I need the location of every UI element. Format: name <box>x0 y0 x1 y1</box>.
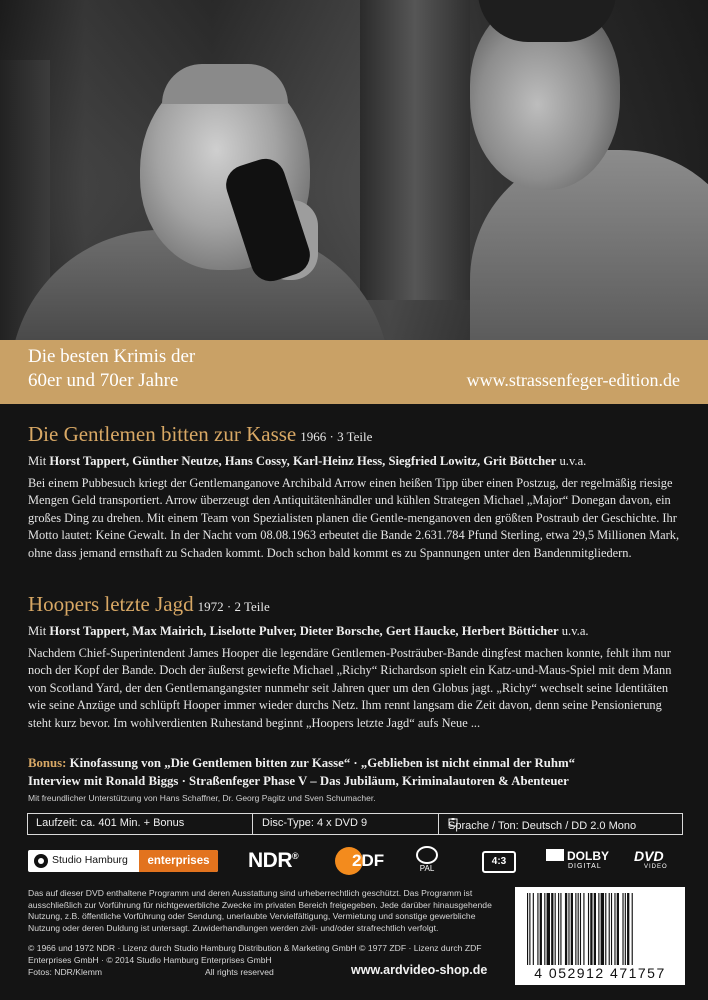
shop-url[interactable]: www.ardvideo-shop.de <box>351 963 488 977</box>
ndr-logo: NDR® <box>248 849 299 872</box>
film1-synopsis: Bei einem Pubbesuch kriegt der Gentlemanganove Archibald Arrow einen heißen Tipp über einen Postzug, der regelmäßig riesige Mengen Geld transportiert. Arrow überzeugt den Antiquitätenhändler und kühlen Strategen Michael „Major“ Donegan davon, ein großes Ding zu drehen. Mit einem Team von Spezialisten planen die Gentle-menganoven den größten Postraub der Geschichte. Ihr Motto lautet: Keine Gewalt. In der Nacht vom 08.08.1963 erbeutet die Bande 2.631.784 Pfund Sterling, etwa 29,5 Millionen Mark, ohne dass jemand ernsthaft zu Schaden kommt. Doch schon bald kommt es zu Spannungen unter den Bandenmitgliedern. <box>28 476 680 560</box>
film1-meta: 1966 · 3 Teile <box>300 429 373 444</box>
aspect-ratio-badge: 4:3 <box>482 851 516 873</box>
bonus-label: Bonus: <box>28 756 67 770</box>
film1-cast: Mit Horst Tappert, Günther Neutze, Hans Cossy, Karl-Heinz Hess, Siegfried Lowitz, Grit Böttcher u.v.a. <box>28 454 587 468</box>
edition-url[interactable]: www.strassenfeger-edition.de <box>466 370 680 390</box>
film2-heading <box>28 592 270 617</box>
ean-barcode <box>515 887 685 985</box>
dvd-video-logo: DVD VIDEO <box>634 848 668 870</box>
photo-credit: Fotos: NDR/Klemm <box>28 967 103 977</box>
studio-hamburg-icon <box>34 854 48 868</box>
logo-row <box>0 842 708 882</box>
bonus-section <box>28 754 698 790</box>
runtime: Laufzeit: ca. 401 Min. + Bonus <box>36 817 185 829</box>
film2-title: Hoopers letzte Jagd <box>28 592 194 616</box>
copyright-notice: © 1966 und 1972 NDR · Lizenz durch Studio Hamburg Distribution & Marketing GmbH © 1977 ZDF · Lizenz durch ZDF Enterprises GmbH · © 2014 Studio Hamburg Enterprises GmbH <box>28 943 482 965</box>
disc-type: Disc-Type: 4 x DVD 9 <box>262 817 368 829</box>
barcode-icon <box>527 893 673 965</box>
credits-line: Mit freundlicher Unterstützung von Hans Schaffner, Dr. Georg Pagitz und Sven Schumacher. <box>28 793 376 803</box>
tech-specs-bar <box>27 813 683 835</box>
dolby-double-d-icon <box>546 849 564 861</box>
film1-title: Die Gentlemen bitten zur Kasse <box>28 422 297 446</box>
pal-logo: PAL <box>412 846 442 873</box>
rights-reserved: All rights reserved <box>205 967 274 977</box>
cover-photo <box>0 0 708 340</box>
film2-cast: Mit Horst Tappert, Max Mairich, Liselotte Pulver, Dieter Borsche, Gert Haucke, Herbert Bötticher u.v.a. <box>28 624 589 638</box>
film1-heading <box>28 422 372 447</box>
legal-notice: Das auf dieser DVD enthaltene Programm und deren Ausstattung sind urheberrechtlich geschützt. Das Programm ist ausschließlich zur Vorführung für nichtgewerbliche Zwecke im privaten Bereich freigegeben. Jede darüber hinausgehende Nutzung, z.B. öffentliche Vorführung oder Sendung, unerlaubte Vervielfältigung, Vermietung und sonstige gewerbliche Nutzung oder deren Duldung ist untersagt. Zuwiderhandlungen werden zivil- und/oder strafrechtlich verfolgt. <box>28 888 492 934</box>
tagline-band <box>0 340 708 404</box>
pal-disc-icon <box>416 846 438 864</box>
film2-synopsis: Nachdem Chief-Superintendent James Hooper die legendäre Gentlemen-Posträuber-Bande dingfest machen konnte, fehlt ihm nur noch der Kopf der Bande. Doch der äußerst gewiefte Michael „Richy“ Richardson spielt ein Katz-und-Maus-Spiel mit dem Mann von Scotland Yard, der den Gentlemangangster nunmehr seit Jahren quer um den Globus jagt. „Richy“ wechselt seine Identitäten wie seine Anzüge und schlüpft Hooper immer wieder durchs Netz. Ihm rennt langsam die Zeit davon, denn seine Pensionierung steht kurz bevor. Im wohlverdienten Ruhestand beginnt „Hoopers letzte Jagd“ aufs Neue ... <box>28 646 672 730</box>
bonus-line-1: Kinofassung von „Die Gentlemen bitten zur Kasse“ · „Geblieben ist nicht einmal der Ruhm“ <box>69 756 576 770</box>
tagline: Die besten Krimis der 60er und 70er Jahre <box>28 346 196 391</box>
bonus-line-2: Interview mit Ronald Biggs · Straßenfeger Phase V – Das Jubiläum, Kriminalautoren & Abenteuer <box>28 774 569 788</box>
film2-meta: 1972 · 2 Teile <box>197 599 270 614</box>
barcode-number: 4 052912 471757 <box>534 965 666 981</box>
zdf-logo: 2DF <box>352 851 385 870</box>
studio-hamburg-logo: Studio Hamburg enterprises <box>28 850 218 872</box>
dolby-digital-logo: DOLBY DIGITAL <box>546 849 609 870</box>
audio-info: Sprache / Ton: Deutsch / DD 2.0 Mono <box>448 820 637 832</box>
